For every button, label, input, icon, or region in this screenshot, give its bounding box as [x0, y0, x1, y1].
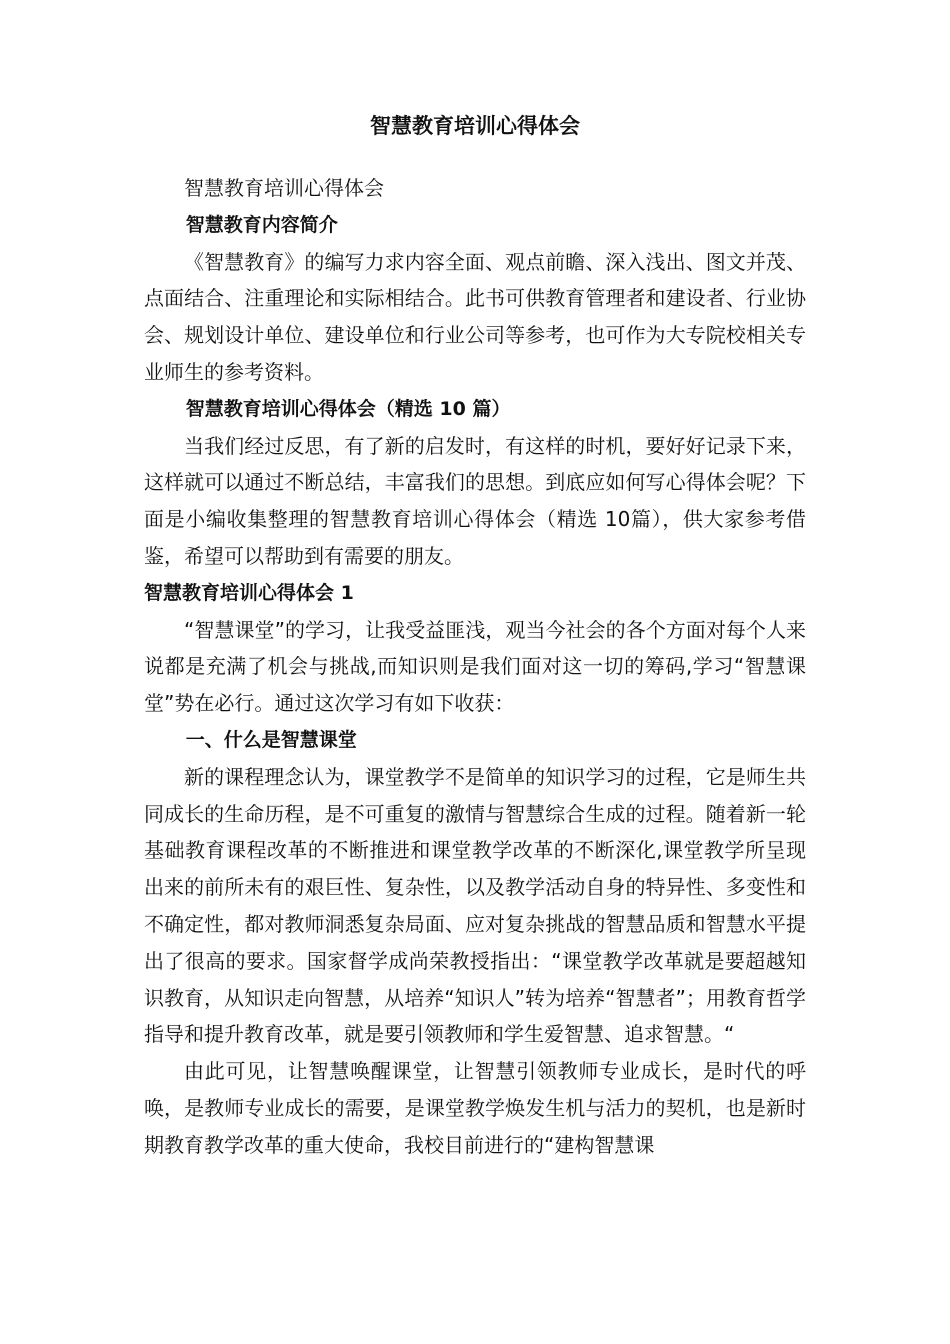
selection-paragraph: 当我们经过反思，有了新的启发时，有这样的时机，要好好记录下来，这样就可以通过不断总结，丰富我们的思想。到底应如何写心得体会呢？下面是小编收集整理的智慧教育培训心得体会（精选 10篇），供大家参考借鉴，希望可以帮助到有需要的朋友。 — [144, 433, 806, 568]
document-subtitle: 智慧教育培训心得体会 — [184, 176, 384, 200]
article1-paragraph-2: 新的课程理念认为，课堂教学不是简单的知识学习的过程，它是师生共同成长的生命历程，是不可重复的激情与智慧综合生成的过程。随着新一轮基础教育课程改革的不断推进和课堂教学改革的不断深化,课堂教学所呈现出来的前所未有的艰巨性、复杂性，以及教学活动自身的特异性、多变性和不确定性，都对教师洞悉复杂局面、应对复杂挑战的智慧品质和智慧水平提出了很高的要求。国家督学成尚荣教授指出：“课堂教学改革就是要超越知识教育，从知识走向智慧，从培养“知识人”转为培养“智慧者”；用教育哲学指导和提升教育改革，就是要引领教师和学生爱智慧、追求智慧。“ — [144, 764, 806, 1047]
intro-paragraph: 《智慧教育》的编写力求内容全面、观点前瞻、深入浅出、图文并茂、点面结合、注重理论和实际相结合。此书可供教育管理者和建设者、行业协会、规划设计单位、建设单位和行业公司等参考，也可作为大专院校相关专业师生的参考资料。 — [144, 249, 806, 384]
article1-paragraph-3: 由此可见，让智慧唤醒课堂，让智慧引领教师专业成长，是时代的呼唤，是教师专业成长的需要，是课堂教学焕发生机与活力的契机，也是新时期教育教学改革的重大使命，我校目前进行的“建构智慧课 — [144, 1059, 806, 1157]
article1-subheading-1: 一、什么是智慧课堂 — [185, 728, 357, 751]
article-heading-1: 智慧教育培训心得体会 1 — [144, 581, 354, 604]
article1-paragraph-1: “智慧课堂”的学习，让我受益匪浅，观当今社会的各个方面对每个人来说都是充满了机会与挑战,而知识则是我们面对这一切的筹码,学习“智慧课堂”势在必行。通过这次学习有如下收获： — [144, 617, 806, 716]
document-page — [144, 104, 806, 1164]
section-heading-intro: 智慧教育内容简介 — [185, 213, 338, 236]
section-heading-selection: 智慧教育培训心得体会（精选 10 篇） — [185, 397, 511, 420]
document-title: 智慧教育培训心得体会 — [370, 114, 580, 138]
